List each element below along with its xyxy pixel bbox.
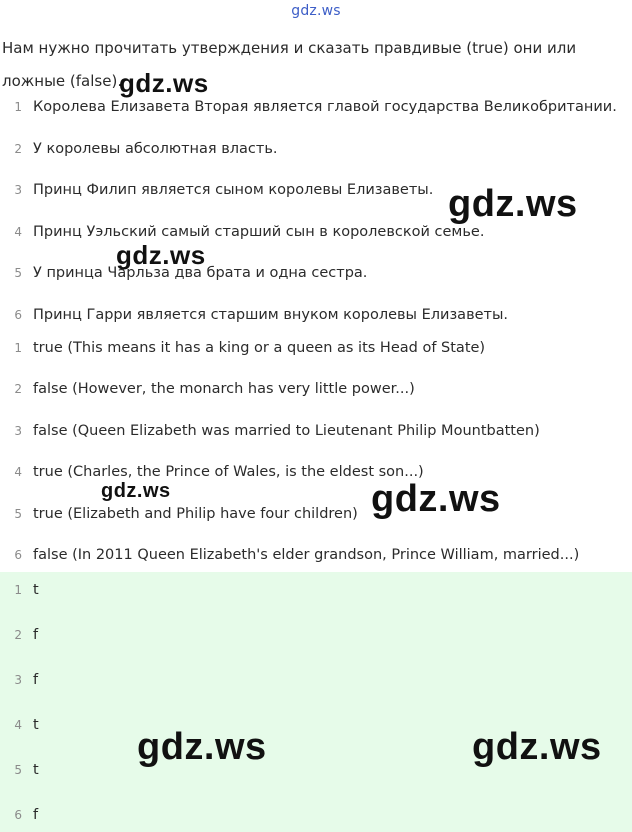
explanation-row — [0, 378, 415, 400]
explanation-row — [0, 420, 540, 442]
answer-text: t — [33, 762, 39, 778]
statement-row — [0, 138, 278, 160]
answer-row — [0, 804, 38, 826]
statement-row — [0, 221, 484, 243]
watermark: gdz.ws — [371, 478, 501, 520]
explanation-row — [0, 544, 579, 566]
statement-row — [0, 96, 617, 118]
explanation-text: true (This means it has a king or a queen as its Head of State) — [33, 340, 486, 356]
line-number: 2 — [14, 142, 22, 156]
line-number: 5 — [14, 266, 22, 280]
answer-row — [0, 579, 39, 601]
line-number: 4 — [14, 465, 22, 479]
statement-text: Принц Уэльский самый старший сын в королевской семье. — [33, 224, 485, 240]
line-number: 4 — [14, 225, 22, 239]
explanation-row — [0, 461, 424, 483]
answer-row — [0, 624, 38, 646]
line-number: 5 — [14, 763, 22, 777]
statement-text: У принца Чарльза два брата и одна сестра. — [33, 265, 368, 281]
explanation-row — [0, 503, 358, 525]
statement-text: Королева Елизавета Вторая является главой государства Великобритании. — [33, 99, 617, 115]
statement-row — [0, 304, 508, 326]
answer-row — [0, 669, 38, 691]
watermark: gdz.ws — [119, 68, 209, 98]
explanation-row — [0, 337, 485, 359]
line-number: 5 — [14, 507, 22, 521]
line-number: 4 — [14, 718, 22, 732]
explanation-text: true (Elizabeth and Philip have four children) — [33, 506, 358, 522]
explanation-text: false (In 2011 Queen Elizabeth's elder grandson, Prince William, married...) — [33, 547, 580, 563]
line-number: 3 — [14, 183, 22, 197]
line-number: 3 — [14, 424, 22, 438]
answer-text: f — [33, 807, 39, 823]
line-number: 2 — [14, 628, 22, 642]
line-number: 1 — [14, 100, 22, 114]
watermark: gdz.ws — [116, 240, 206, 270]
line-number: 1 — [14, 583, 22, 597]
line-number: 3 — [14, 673, 22, 687]
watermark: gdz.ws — [448, 183, 578, 225]
intro-text: Нам нужно прочитать утверждения и сказать правдивые (true) они или ложные (false). — [2, 39, 577, 90]
statement-text: Принц Филип является сыном королевы Елизаветы. — [33, 182, 434, 198]
line-number: 2 — [14, 382, 22, 396]
answer-text: f — [33, 672, 39, 688]
watermark: gdz.ws — [472, 726, 602, 768]
line-number: 6 — [14, 308, 22, 322]
answer-row — [0, 759, 39, 781]
top-watermark: gdz.ws — [291, 3, 341, 19]
explanation-text: false (Queen Elizabeth was married to Lieutenant Philip Mountbatten) — [33, 423, 540, 439]
line-number: 1 — [14, 341, 22, 355]
statement-text: Принц Гарри является старшим внуком королевы Елизаветы. — [33, 307, 509, 323]
answer-text: f — [33, 627, 39, 643]
statement-row — [0, 179, 433, 201]
watermark: gdz.ws — [137, 726, 267, 768]
answer-text: t — [33, 582, 39, 598]
answer-row — [0, 714, 39, 736]
statement-text: У королевы абсолютная власть. — [33, 141, 278, 157]
answers-panel — [0, 572, 632, 832]
explanation-text: false (However, the monarch has very little power...) — [33, 381, 415, 397]
watermark: gdz.ws — [101, 480, 171, 502]
answer-text: t — [33, 717, 39, 733]
line-number: 6 — [14, 808, 22, 822]
explanation-text: true (Charles, the Prince of Wales, is the eldest son...) — [33, 464, 424, 480]
line-number: 6 — [14, 548, 22, 562]
